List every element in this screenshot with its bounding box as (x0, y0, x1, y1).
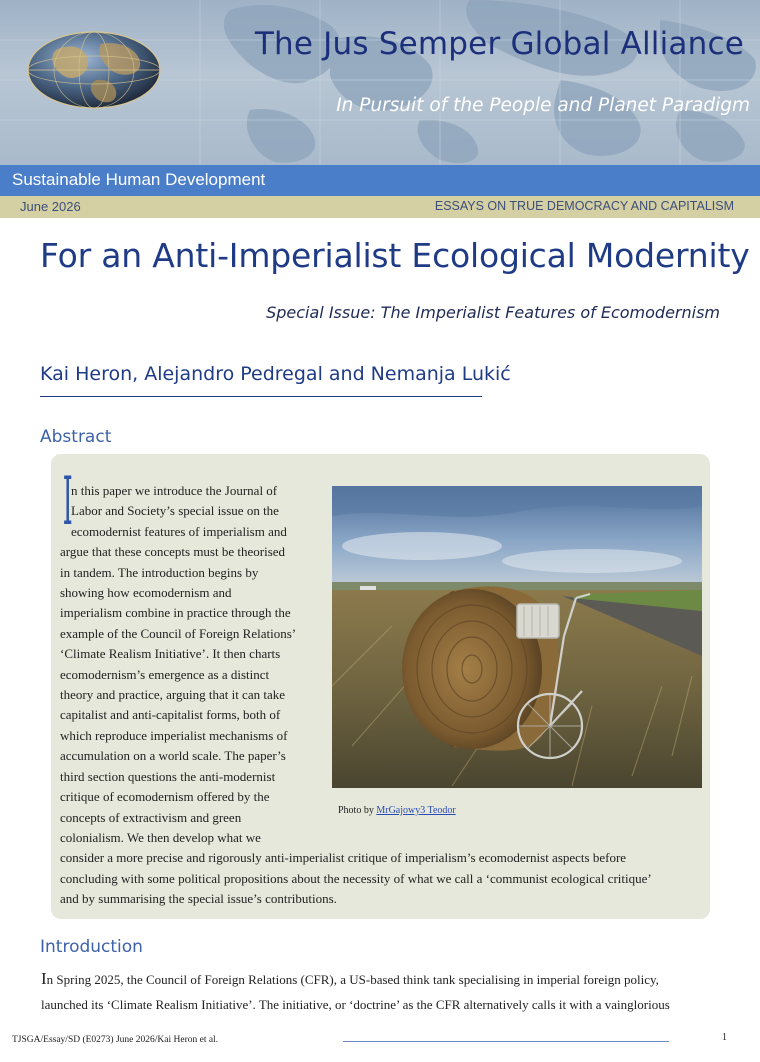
article-authors: Kai Heron, Alejandro Pedregal and Nemanja Lukić (40, 363, 511, 385)
abstract-line: colonialism. We then develop what we (60, 829, 261, 845)
masthead-tagline: In Pursuit of the People and Planet Paradigm (336, 95, 750, 116)
footer-citation: TJSGA/Essay/SD (E0273) June 2026/Kai Heron et al. (12, 1035, 219, 1045)
photo-credit-link[interactable]: MrGajowy3 Teodor (376, 805, 456, 816)
photo-credit: Photo by MrGajowy3 Teodor (338, 805, 456, 816)
abstract-line: ecomodernism’s emergence as a distinct (60, 666, 270, 682)
abstract-line: critique of ecomodernism offered by the (60, 789, 270, 805)
introduction-body (41, 966, 670, 1017)
abstract-line: imperialism combine in practice through the (60, 605, 291, 621)
abstract-line: theory and practice, arguing that it can take (60, 687, 285, 703)
section-label: Sustainable Human Development (12, 170, 266, 189)
issue-date: June 2026 (20, 199, 81, 214)
abstract-heading: Abstract (40, 427, 112, 447)
abstract-line: ‘Climate Realism Initiative’. It then charts (60, 646, 281, 662)
abstract-line: showing how ecomodernism and (60, 585, 232, 601)
abstract-line: concluding with some political propositions about the necessity of what we call a ‘communist ecological critique’ (60, 870, 652, 886)
section-band (0, 165, 760, 196)
introduction-heading: Introduction (40, 937, 143, 957)
abstract-dropcap: I (62, 463, 73, 540)
abstract-line: example of the Council of Foreign Relations’ (60, 625, 297, 641)
article-title: For an Anti-Imperialist Ecological Modernity (40, 236, 750, 275)
series-label: ESSAYS ON TRUE DEMOCRACY AND CAPITALISM (434, 199, 734, 213)
date-band (0, 196, 760, 218)
abstract-line: n this paper we introduce the Journal of (71, 483, 278, 498)
hay-bale-bicycle-photo (332, 486, 702, 788)
abstract-line: and by summarising the special issue’s contributions. (60, 891, 337, 907)
authors-divider (40, 396, 482, 397)
abstract-line: argue that these concepts must be theorised (60, 544, 286, 560)
abstract-line: Labor and Society’s special issue on the (71, 503, 279, 519)
abstract-line: accumulation on a world scale. The paper’s (60, 748, 286, 764)
article-subtitle: Special Issue: The Imperialist Features of Ecomodernism (266, 303, 720, 322)
abstract-line: concepts of extractivism and green (60, 809, 242, 825)
intro-line: launched its ‘Climate Realism Initiative’. The initiative, or ‘doctrine’ as the CFR alternatively calls it with a vainglorious (41, 997, 670, 1012)
footer-divider (343, 1041, 669, 1042)
page-number: 1 (722, 1032, 727, 1043)
abstract-line: third section questions the anti-modernist (60, 768, 276, 784)
masthead-banner (0, 0, 760, 165)
globe-logo-icon (26, 30, 162, 110)
masthead-title: The Jus Semper Global Alliance (254, 26, 744, 62)
abstract-line: capitalist and anti-capitalist forms, both of (60, 707, 281, 723)
abstract-line: in tandem. The introduction begins by (60, 564, 259, 580)
abstract-line: consider a more precise and rigorously anti-imperialist critique of imperialism’s ecomodernist aspects before (60, 850, 627, 866)
intro-line: In Spring 2025, the Council of Foreign Relations (CFR), a US-based think tank specialising in imperial foreign policy, (41, 969, 659, 988)
intro-initial: I (41, 969, 47, 988)
abstract-line: ecomodernist features of imperialism and (71, 523, 287, 539)
abstract-line: which reproduce imperialist mechanisms of (60, 727, 288, 743)
